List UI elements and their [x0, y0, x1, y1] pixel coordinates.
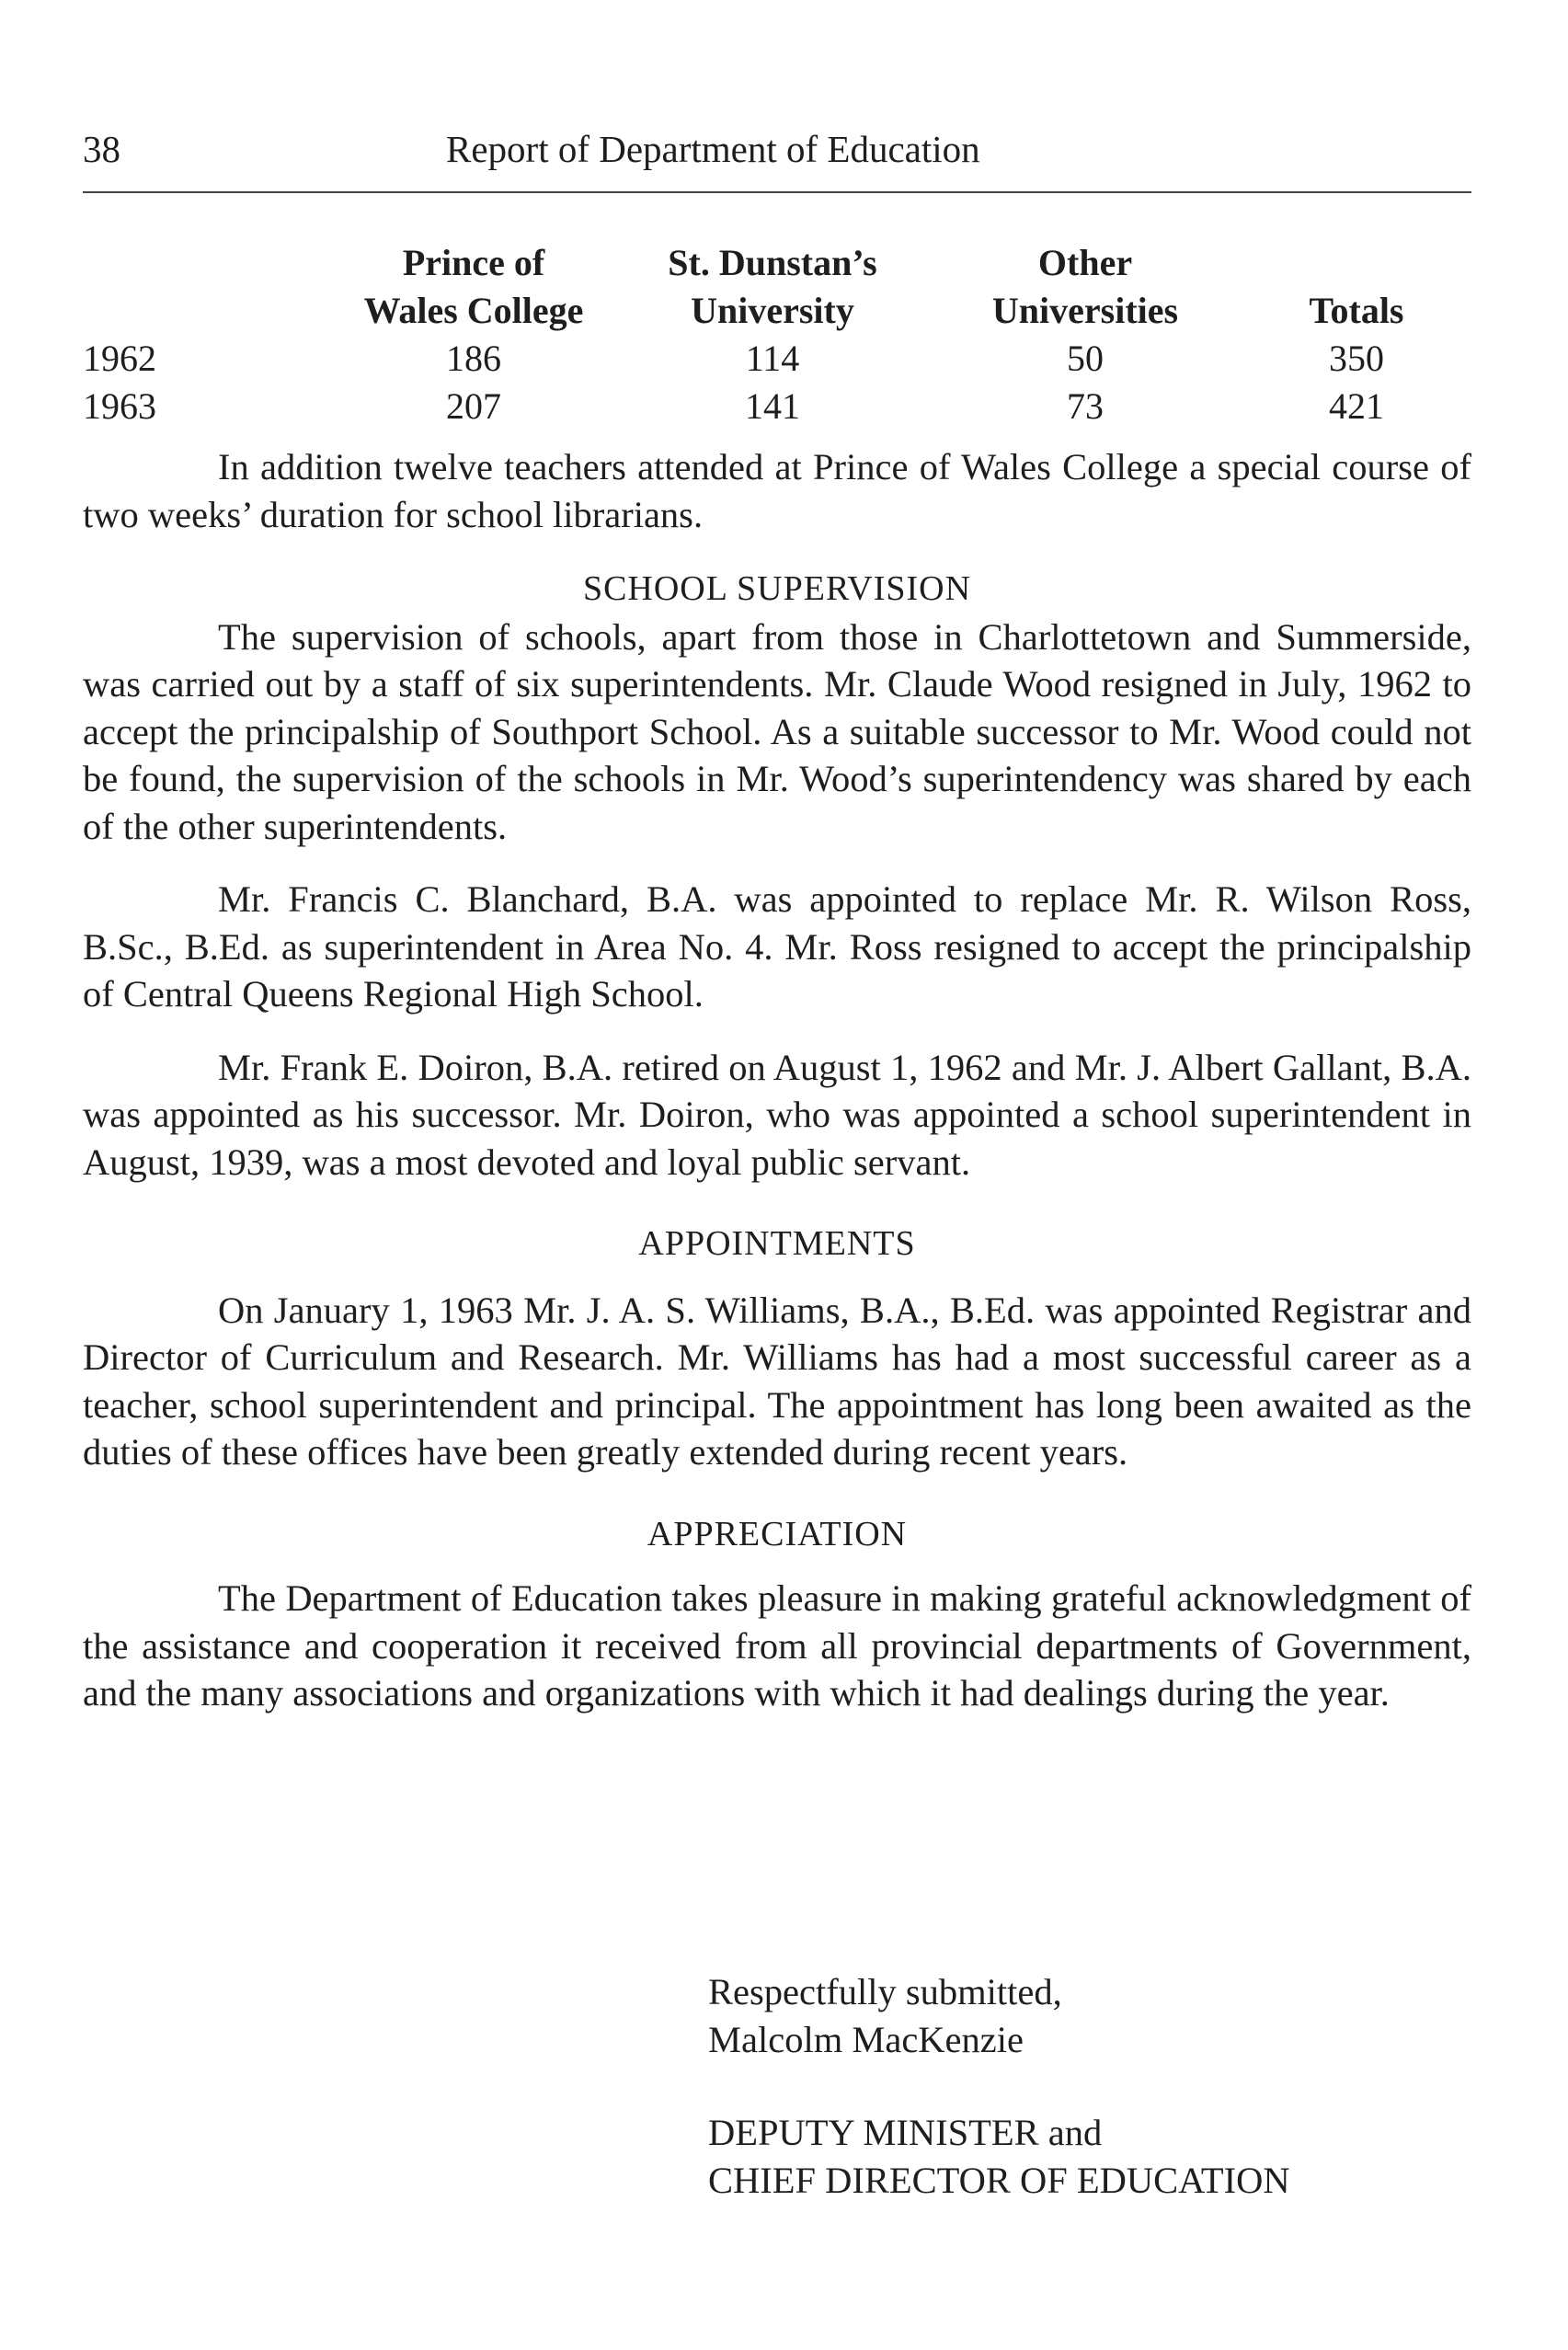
table-cell: 50: [1067, 338, 1104, 379]
supervision-paragraph-2: Mr. Francis C. Blanchard, B.A. was appointed to replace Mr. R. Wilson Ross, B.Sc., B.Ed. as superintendent in Area No. 4. Mr. Ross resigned to accept the principalship of Central Queens Regional High School.: [83, 878, 1471, 1015]
column-header: Other: [1037, 242, 1133, 283]
enrollment-table: [83, 241, 1471, 432]
librarians-paragraph: In addition twelve teachers attended at Prince of Wales College a special course of two weeks’ duration for school librarians.: [83, 446, 1471, 535]
column-header: Wales College: [363, 290, 584, 331]
page-header: [83, 127, 1471, 182]
column-header: University: [691, 290, 854, 331]
supervision-paragraph-1: The supervision of schools, apart from those in Charlottetown and Summerside, was carried out by a staff of six superintendents. Mr. Claude Wood resigned in July, 1962 to accept the principalship of Southport School. As a suitable successor to Mr. Wood could not be found, the supervision of the schools in Mr. Wood’s superintendency was shared by each of the other superintendents.: [83, 615, 1471, 847]
table-header-row-1: [83, 241, 1471, 289]
year-cell: 1962: [83, 338, 156, 379]
appointments-paragraph: On January 1, 1963 Mr. J. A. S. Williams, B.A., B.Ed. was appointed Registrar and Director of Curriculum and Research. Mr. Williams has had a most successful career as a teacher, school superintendent and principal. The appointment has long been awaited as the duties of these offices have been greatly extended during recent years.: [83, 1289, 1471, 1473]
signatory-name: Malcolm MacKenzie: [708, 2018, 1024, 2060]
year-cell: 1963: [83, 385, 156, 427]
closing-line: Respectfully submitted,: [708, 1971, 1062, 2012]
table-cell: 114: [745, 338, 800, 379]
section-heading-appreciation: APPRECIATION: [647, 1514, 908, 1553]
table-cell: 421: [1329, 385, 1384, 427]
table-row: [83, 384, 1471, 432]
table-header-row-2: [83, 289, 1471, 337]
section-heading-supervision: SCHOOL SUPERVISION: [582, 569, 972, 608]
table-cell: 207: [446, 385, 501, 427]
column-header: Universities: [991, 290, 1179, 331]
column-header: St. Dunstan’s: [668, 242, 877, 283]
header-rule: [83, 191, 1471, 193]
page-number: 38: [83, 128, 120, 170]
table-cell: 350: [1329, 338, 1384, 379]
supervision-paragraph-3: Mr. Frank E. Doiron, B.A. retired on August 1, 1962 and Mr. J. Albert Gallant, B.A. was appointed as his successor. Mr. Doiron, who was appointed a school superintendent in August, 1939, was a most devoted and loyal public servant.: [83, 1046, 1471, 1183]
signature-block: [708, 1968, 1290, 2204]
column-header: Prince of: [402, 242, 545, 283]
table-cell: 73: [1067, 385, 1104, 427]
appreciation-paragraph: The Department of Education takes pleasure in making grateful acknowledgment of the assistance and cooperation it received from all provincial departments of Government, and the many associations and organizations with which it had dealings during the year.: [83, 1577, 1471, 1714]
signatory-title-line-1: DEPUTY MINISTER and: [708, 2112, 1103, 2153]
table-row: [83, 337, 1471, 384]
signatory-title-line-2: CHIEF DIRECTOR OF EDUCATION: [708, 2159, 1290, 2201]
body-text: [83, 443, 1471, 1717]
section-heading-appointments: APPOINTMENTS: [638, 1224, 916, 1263]
column-header: Totals: [1309, 290, 1404, 331]
table-cell: 141: [745, 385, 800, 427]
table-cell: 186: [446, 338, 501, 379]
running-title: Report of Department of Education: [446, 128, 980, 170]
